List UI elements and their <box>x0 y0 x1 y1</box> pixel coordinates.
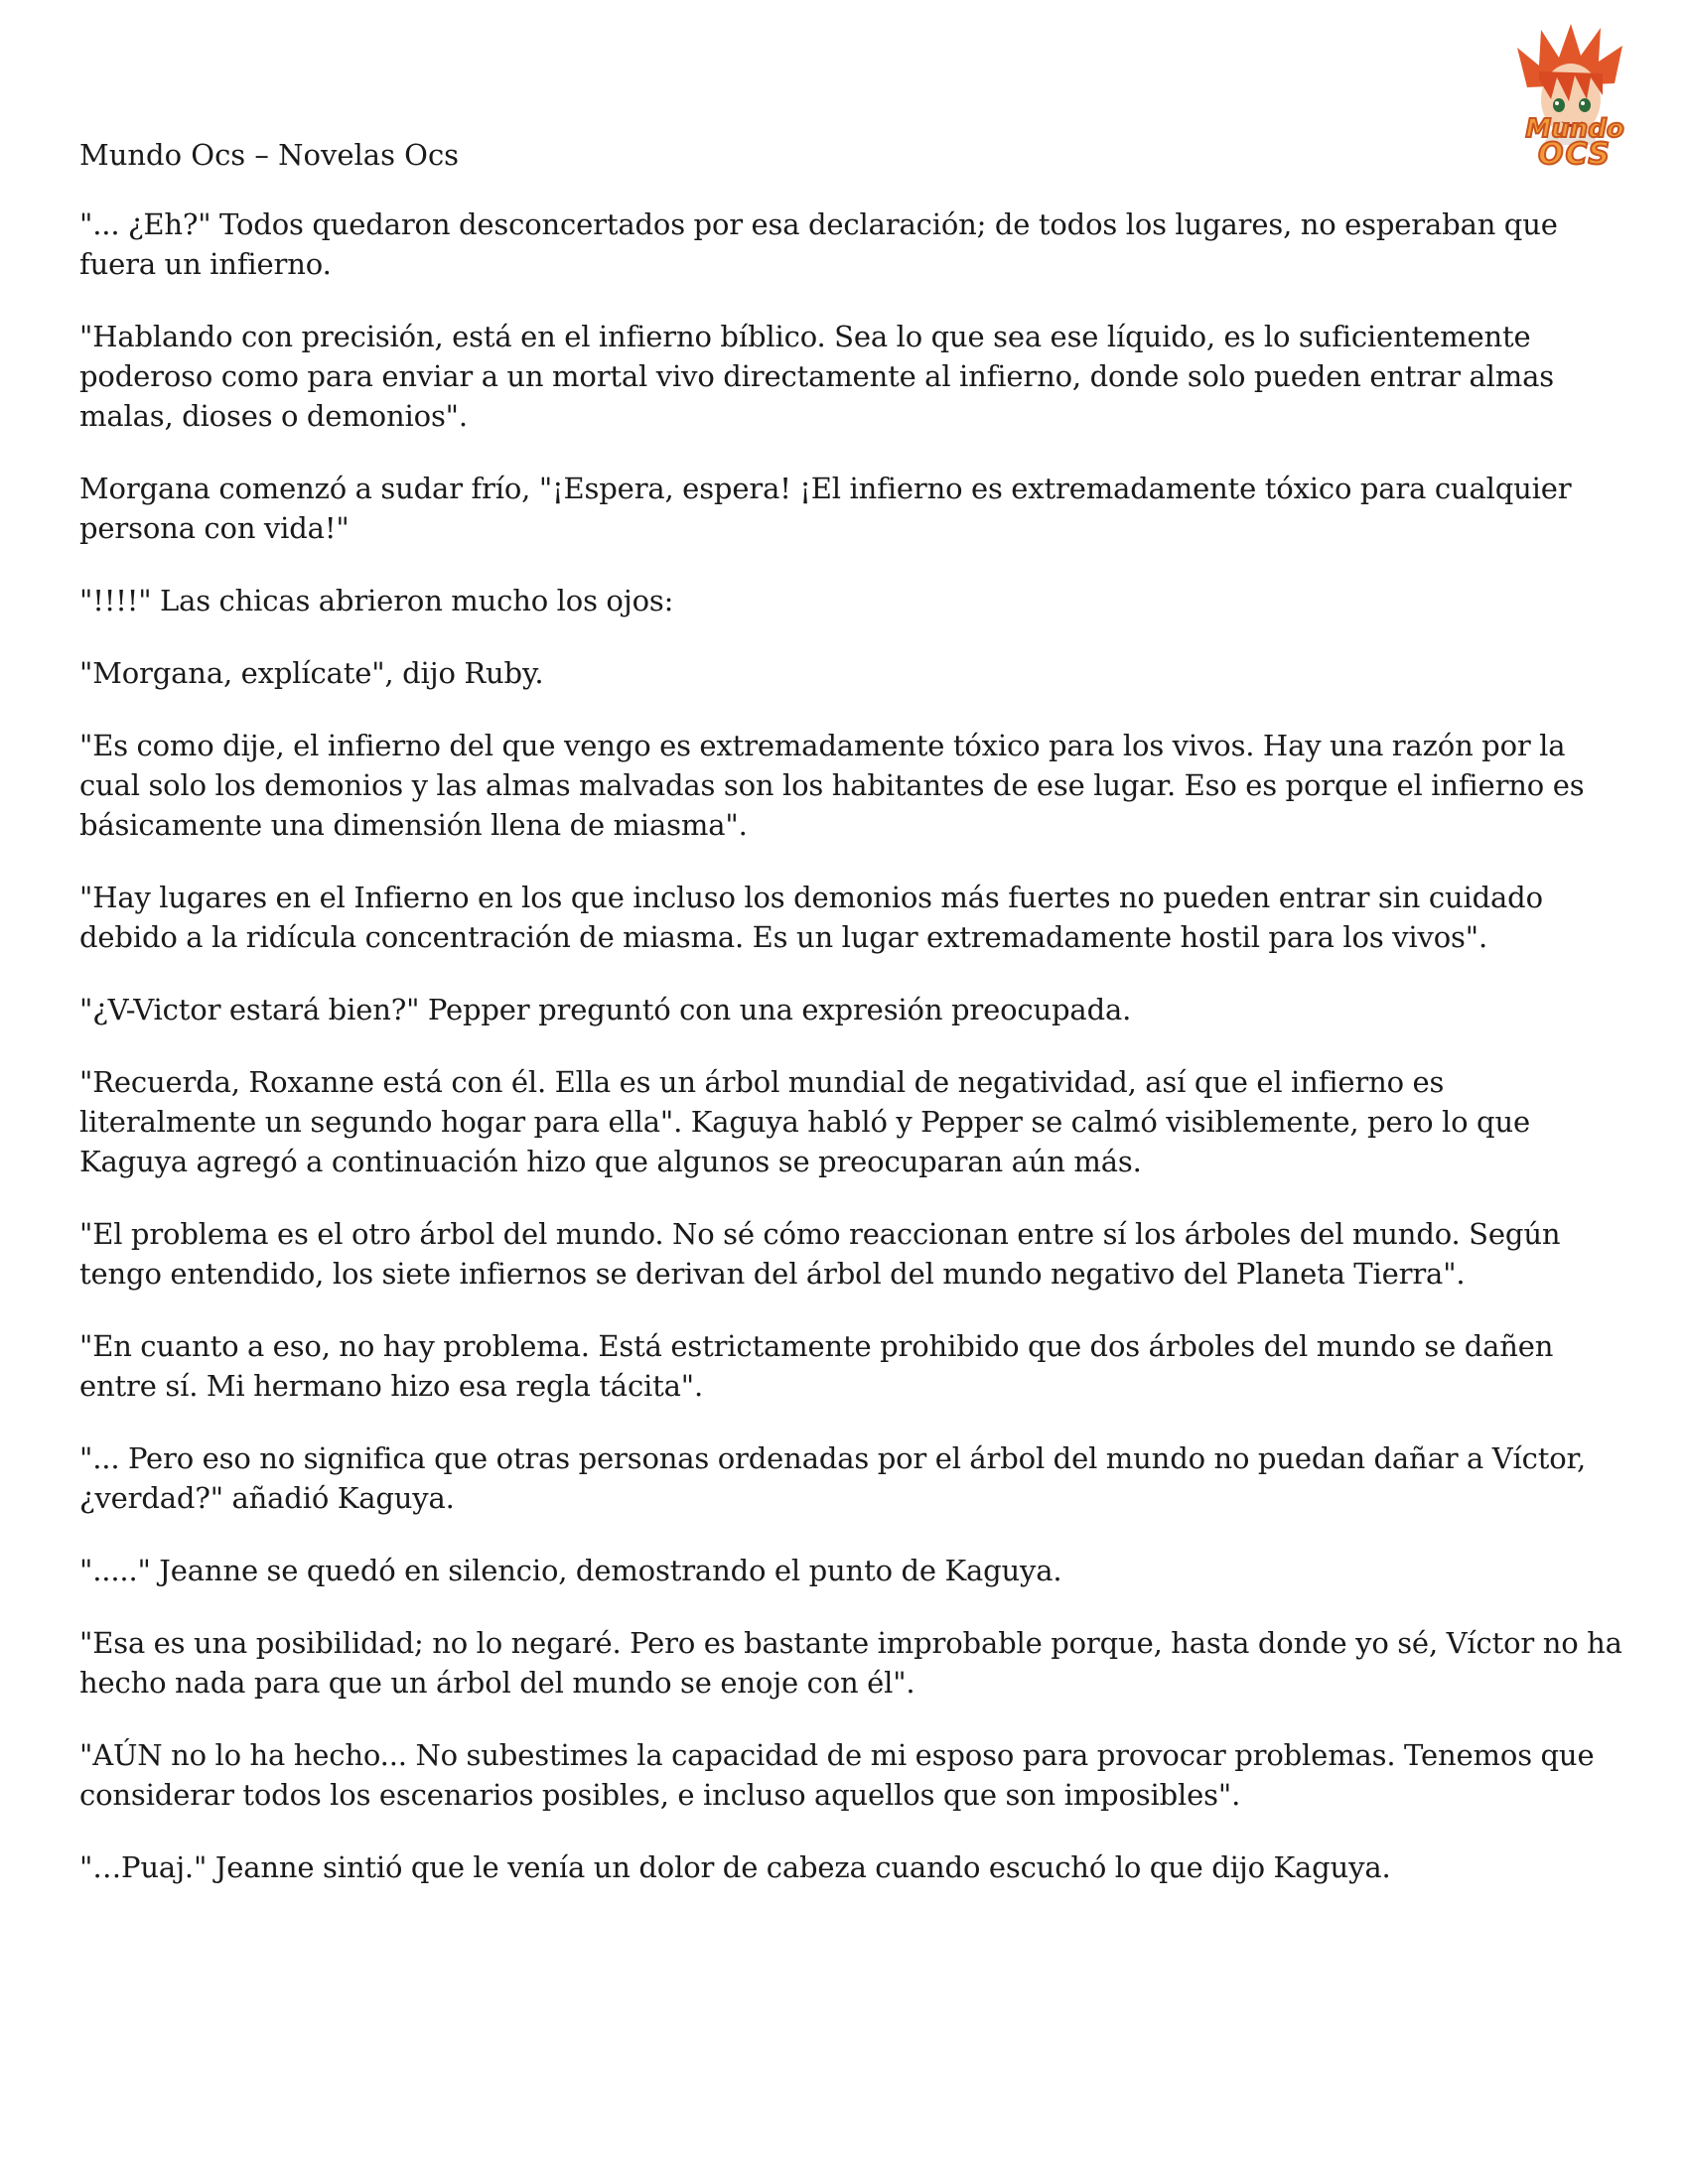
paragraph: "Es como dije, el infierno del que vengo es extremadamente tóxico para los vivos. Hay una razón por la cual solo los demonios y las almas malvadas son los habitantes de ese lugar. Eso es porque el infierno es básicamente una dimensión llena de miasma". <box>79 729 1585 842</box>
paragraph: "....." Jeanne se quedó en silencio, demostrando el punto de Kaguya. <box>79 1554 1062 1587</box>
mundo-ocs-logo <box>1499 18 1648 177</box>
paragraph: "¿V-Victor estará bien?" Pepper preguntó con una expresión preocupada. <box>79 993 1132 1026</box>
logo-text-line2: OCS <box>1537 137 1613 172</box>
paragraph: "Recuerda, Roxanne está con él. Ella es un árbol mundial de negatividad, así que el infierno es literalmente un segundo hogar para ella". Kaguya habló y Pepper se calmó visiblemente, pero lo que Kaguya agregó a continuación hizo que algunos se preocuparan aún más. <box>79 1065 1531 1178</box>
paragraph: "…Puaj." Jeanne sintió que le venía un dolor de cabeza cuando escuchó lo que dijo Kaguya. <box>79 1850 1391 1884</box>
document-body <box>79 205 1628 1920</box>
paragraph: Morgana comenzó a sudar frío, "¡Espera, espera! ¡El infierno es extremadamente tóxico para cualquier persona con vida!" <box>79 472 1572 545</box>
page-header: Mundo Ocs – Novelas Ocs <box>79 138 460 172</box>
paragraph: "Morgana, explícate", dijo Ruby. <box>79 656 544 690</box>
paragraph: "... ¿Eh?" Todos quedaron desconcertados por esa declaración; de todos los lugares, no esperaban que fuera un infierno. <box>79 207 1558 281</box>
logo-text-line1: Mundo <box>1525 114 1624 144</box>
paragraph: "Hay lugares en el Infierno en los que incluso los demonios más fuertes no pueden entrar sin cuidado debido a la ridícula concentración de miasma. Es un lugar extremadamente hostil para los vivos". <box>79 881 1543 954</box>
paragraph: "Esa es una posibilidad; no lo negaré. Pero es bastante improbable porque, hasta donde yo sé, Víctor no ha hecho nada para que un árbol del mundo se enoje con él". <box>79 1626 1622 1700</box>
paragraph: "El problema es el otro árbol del mundo. No sé cómo reaccionan entre sí los árboles del mundo. Según tengo entendido, los siete infiernos se derivan del árbol del mundo negativo del Planeta Tierra". <box>79 1217 1561 1291</box>
paragraph: "!!!!" Las chicas abrieron mucho los ojos: <box>79 584 674 617</box>
paragraph: "Hablando con precisión, está en el infierno bíblico. Sea lo que sea ese líquido, es lo suficientemente poderoso como para enviar a un mortal vivo directamente al infierno, donde solo pueden entrar almas malas, dioses o demonios". <box>79 320 1554 433</box>
paragraph: "... Pero eso no significa que otras personas ordenadas por el árbol del mundo no puedan dañar a Víctor, ¿verdad?" añadió Kaguya. <box>79 1441 1587 1515</box>
paragraph: "AÚN no lo ha hecho... No subestimes la capacidad de mi esposo para provocar problemas. Tenemos que considerar todos los escenarios posibles, e incluso aquellos que son imposibles". <box>79 1738 1595 1812</box>
paragraph: "En cuanto a eso, no hay problema. Está estrictamente prohibido que dos árboles del mundo se dañen entre sí. Mi hermano hizo esa regla tácita". <box>79 1329 1554 1403</box>
